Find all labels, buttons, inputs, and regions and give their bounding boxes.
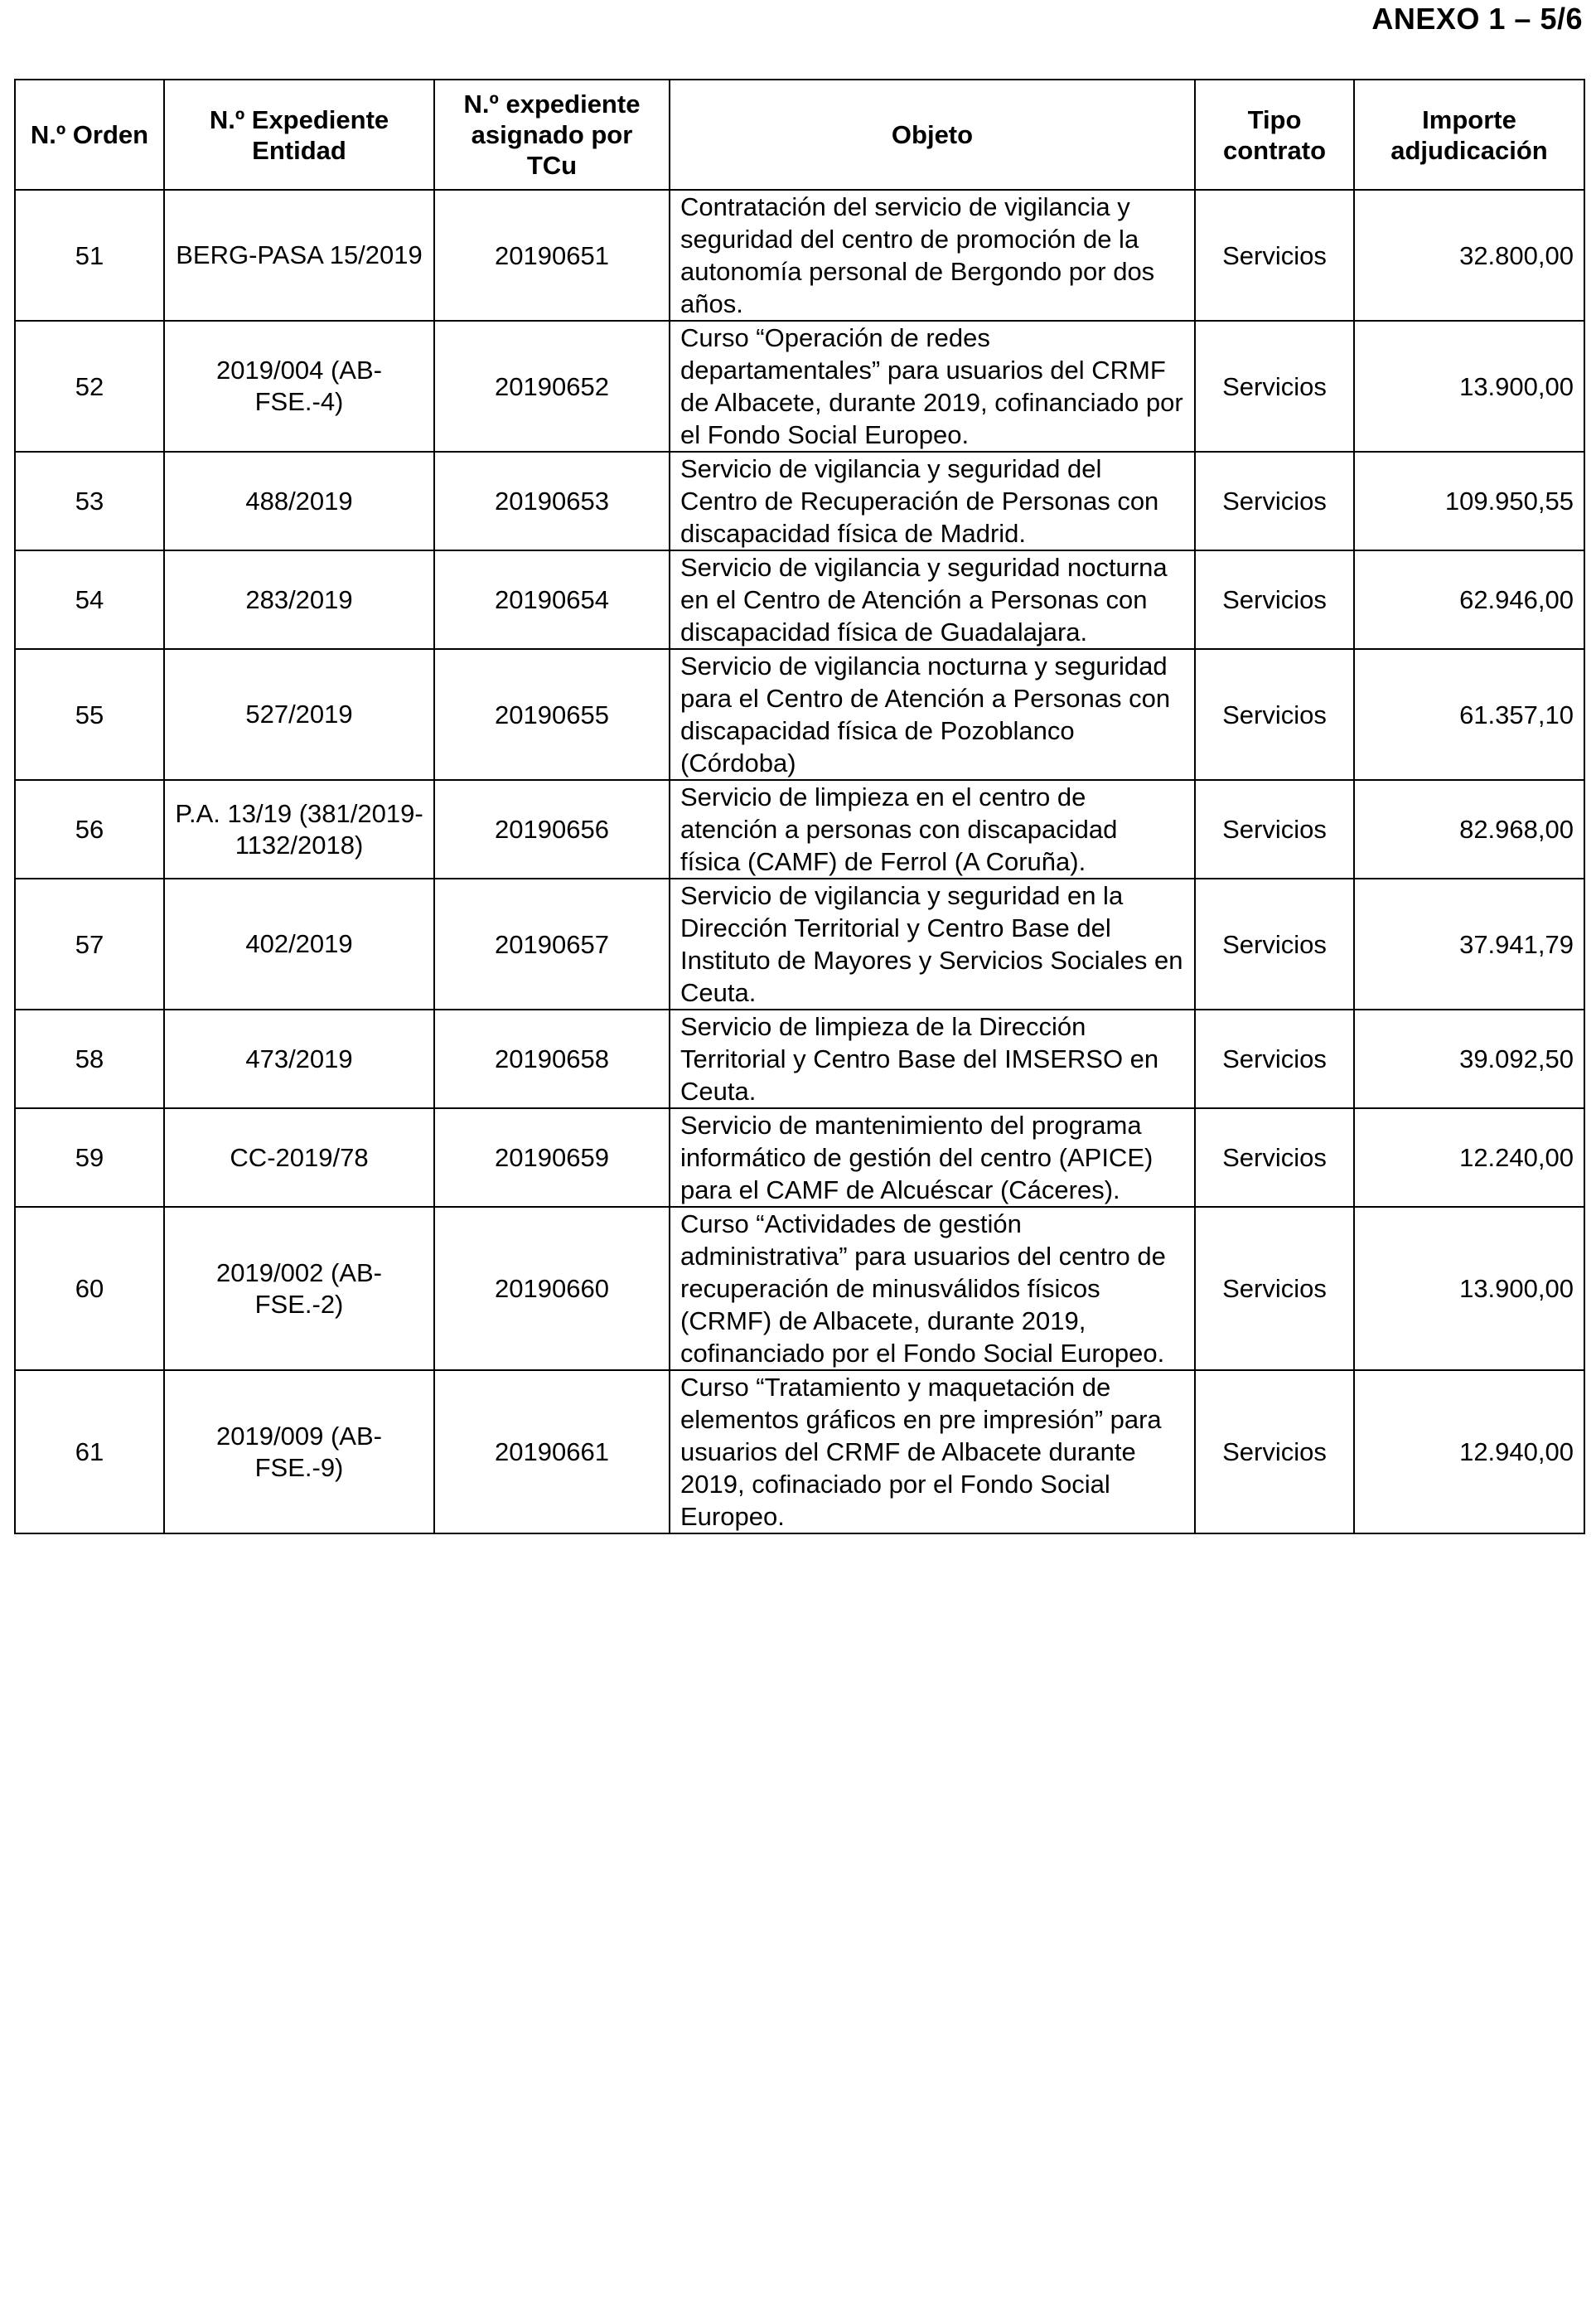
- cell-expediente-entidad: 402/2019: [164, 879, 434, 1010]
- cell-tipo-contrato: Servicios: [1195, 190, 1354, 321]
- cell-tipo-contrato: Servicios: [1195, 1207, 1354, 1370]
- cell-objeto: Curso “Tratamiento y maquetación de elementos gráficos en pre impresión” para usuarios del CRMF de Albacete durante 2019, cofinaciado por el Fondo Social Europeo.: [670, 1370, 1195, 1533]
- cell-orden: 58: [15, 1010, 164, 1108]
- header-expediente-tcu: N.º expediente asignado por TCu: [434, 80, 670, 190]
- cell-tipo-contrato: Servicios: [1195, 649, 1354, 780]
- cell-importe: 13.900,00: [1354, 1207, 1584, 1370]
- table-row: [15, 649, 1584, 780]
- table-row: [15, 190, 1584, 321]
- cell-importe: 37.941,79: [1354, 879, 1584, 1010]
- cell-orden: 59: [15, 1108, 164, 1207]
- cell-expediente-entidad: 473/2019: [164, 1010, 434, 1108]
- cell-objeto: Servicio de vigilancia y seguridad en la Dirección Territorial y Centro Base del Instituto de Mayores y Servicios Sociales en Ceuta.: [670, 879, 1195, 1010]
- cell-expediente-tcu: 20190653: [434, 452, 670, 550]
- cell-expediente-entidad: 2019/004 (AB-FSE.-4): [164, 321, 434, 452]
- cell-tipo-contrato: Servicios: [1195, 550, 1354, 649]
- cell-expediente-tcu: 20190654: [434, 550, 670, 649]
- cell-orden: 52: [15, 321, 164, 452]
- cell-tipo-contrato: Servicios: [1195, 1010, 1354, 1108]
- cell-expediente-tcu: 20190660: [434, 1207, 670, 1370]
- cell-expediente-entidad: 527/2019: [164, 649, 434, 780]
- cell-expediente-entidad: 2019/009 (AB-FSE.-9): [164, 1370, 434, 1533]
- cell-importe: 13.900,00: [1354, 321, 1584, 452]
- table-row: [15, 550, 1584, 649]
- header-orden: N.º Orden: [15, 80, 164, 190]
- cell-tipo-contrato: Servicios: [1195, 879, 1354, 1010]
- cell-orden: 60: [15, 1207, 164, 1370]
- cell-orden: 56: [15, 780, 164, 879]
- cell-expediente-entidad: BERG-PASA 15/2019: [164, 190, 434, 321]
- cell-expediente-tcu: 20190659: [434, 1108, 670, 1207]
- table-row: [15, 780, 1584, 879]
- cell-tipo-contrato: Servicios: [1195, 1108, 1354, 1207]
- cell-expediente-entidad: P.A. 13/19 (381/2019-1132/2018): [164, 780, 434, 879]
- header-row: [15, 80, 1584, 190]
- cell-orden: 61: [15, 1370, 164, 1533]
- table-row: [15, 1370, 1584, 1533]
- cell-importe: 82.968,00: [1354, 780, 1584, 879]
- cell-objeto: Curso “Actividades de gestión administrativa” para usuarios del centro de recuperación de minusválidos físicos (CRMF) de Albacete, durante 2019, cofinanciado por el Fondo Social Europeo.: [670, 1207, 1195, 1370]
- cell-tipo-contrato: Servicios: [1195, 780, 1354, 879]
- cell-objeto: Curso “Operación de redes departamentales” para usuarios del CRMF de Albacete, durante 2019, cofinanciado por el Fondo Social Europeo.: [670, 321, 1195, 452]
- cell-expediente-entidad: 2019/002 (AB-FSE.-2): [164, 1207, 434, 1370]
- cell-expediente-entidad: 488/2019: [164, 452, 434, 550]
- cell-orden: 53: [15, 452, 164, 550]
- cell-objeto: Servicio de limpieza de la Dirección Territorial y Centro Base del IMSERSO en Ceuta.: [670, 1010, 1195, 1108]
- cell-objeto: Servicio de limpieza en el centro de atención a personas con discapacidad física (CAMF) de Ferrol (A Coruña).: [670, 780, 1195, 879]
- cell-objeto: Servicio de mantenimiento del programa informático de gestión del centro (APICE) para el CAMF de Alcuéscar (Cáceres).: [670, 1108, 1195, 1207]
- cell-importe: 12.940,00: [1354, 1370, 1584, 1533]
- table-row: [15, 1108, 1584, 1207]
- cell-expediente-tcu: 20190652: [434, 321, 670, 452]
- cell-tipo-contrato: Servicios: [1195, 452, 1354, 550]
- contracts-table: [14, 79, 1585, 1534]
- table-row: [15, 879, 1584, 1010]
- table-row: [15, 1010, 1584, 1108]
- cell-importe: 62.946,00: [1354, 550, 1584, 649]
- page-heading: ANEXO 1 – 5/6: [1371, 2, 1583, 36]
- header-importe: Importe adjudicación: [1354, 80, 1584, 190]
- cell-expediente-tcu: 20190661: [434, 1370, 670, 1533]
- header-expediente-entidad: N.º Expediente Entidad: [164, 80, 434, 190]
- cell-importe: 61.357,10: [1354, 649, 1584, 780]
- table-row: [15, 452, 1584, 550]
- cell-expediente-tcu: 20190655: [434, 649, 670, 780]
- cell-objeto: Servicio de vigilancia nocturna y seguridad para el Centro de Atención a Personas con discapacidad física de Pozoblanco (Córdoba): [670, 649, 1195, 780]
- cell-objeto: Contratación del servicio de vigilancia y seguridad del centro de promoción de la autonomía personal de Bergondo por dos años.: [670, 190, 1195, 321]
- cell-orden: 55: [15, 649, 164, 780]
- cell-importe: 109.950,55: [1354, 452, 1584, 550]
- cell-objeto: Servicio de vigilancia y seguridad nocturna en el Centro de Atención a Personas con discapacidad física de Guadalajara.: [670, 550, 1195, 649]
- cell-expediente-entidad: 283/2019: [164, 550, 434, 649]
- cell-importe: 12.240,00: [1354, 1108, 1584, 1207]
- cell-expediente-tcu: 20190658: [434, 1010, 670, 1108]
- cell-expediente-tcu: 20190656: [434, 780, 670, 879]
- table-row: [15, 1207, 1584, 1370]
- cell-tipo-contrato: Servicios: [1195, 321, 1354, 452]
- cell-importe: 32.800,00: [1354, 190, 1584, 321]
- cell-expediente-tcu: 20190651: [434, 190, 670, 321]
- cell-expediente-tcu: 20190657: [434, 879, 670, 1010]
- header-objeto: Objeto: [670, 80, 1195, 190]
- table-row: [15, 321, 1584, 452]
- cell-orden: 54: [15, 550, 164, 649]
- cell-expediente-entidad: CC-2019/78: [164, 1108, 434, 1207]
- cell-importe: 39.092,50: [1354, 1010, 1584, 1108]
- cell-orden: 51: [15, 190, 164, 321]
- cell-orden: 57: [15, 879, 164, 1010]
- cell-tipo-contrato: Servicios: [1195, 1370, 1354, 1533]
- header-tipo-contrato: Tipo contrato: [1195, 80, 1354, 190]
- cell-objeto: Servicio de vigilancia y seguridad del Centro de Recuperación de Personas con discapacidad física de Madrid.: [670, 452, 1195, 550]
